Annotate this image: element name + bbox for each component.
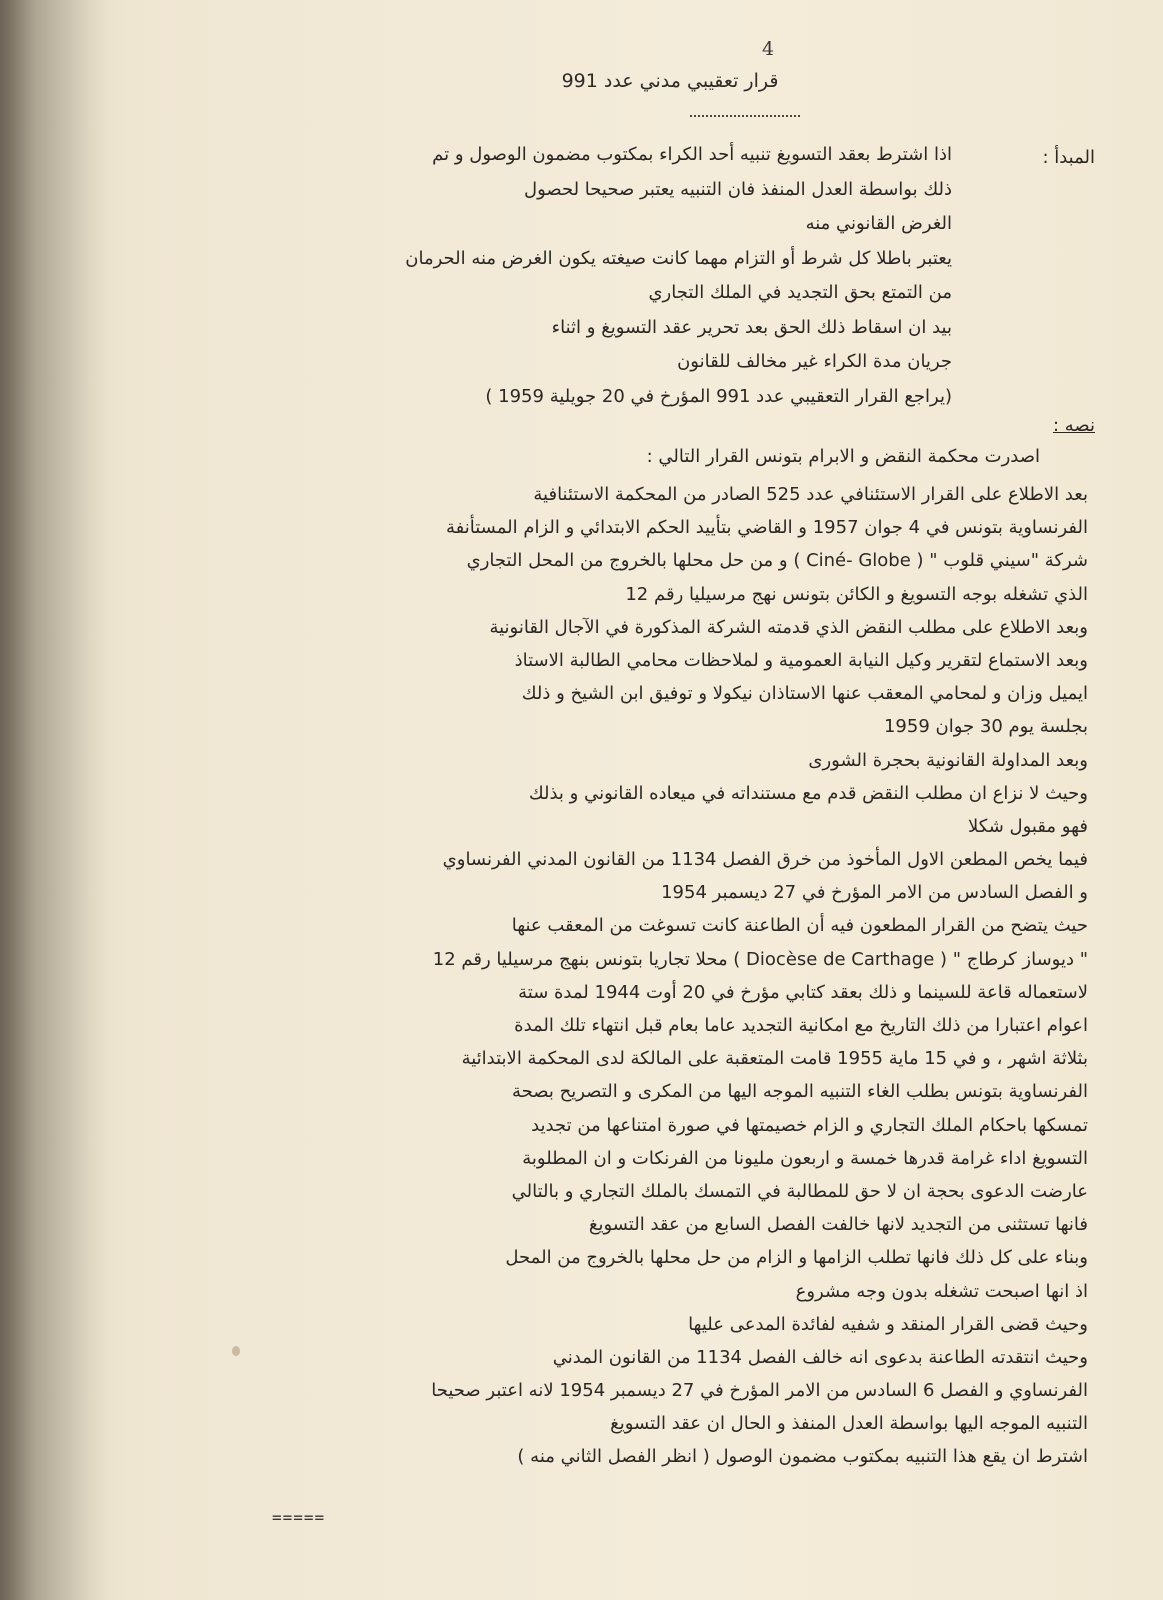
body-line: بثلاثة اشهر ، و في 15 ماية 1955 قامت المتعقبة على المالكة لدى المحكمة الابتدائية — [461, 1048, 1088, 1070]
body-line: وبعد الاطلاع على مطلب النقض الذي قدمته الشركة المذكورة في الآجال القانونية — [489, 616, 1088, 638]
body-line: الفرنساوي و الفصل 6 السادس من الامر المؤرخ في 27 ديسمبر 1954 لانه اعتبر صحيحا — [431, 1380, 1088, 1402]
body-line: بجلسة يوم 30 جوان 1959 — [883, 716, 1088, 738]
body-line: التنبيه الموجه اليها بواسطة العدل المنفذ و الحال ان عقد التسويغ — [610, 1413, 1088, 1435]
principle-line: بيد ان اسقاط ذلك الحق بعد تحرير عقد التسويغ و اثناء — [551, 316, 952, 338]
body-line: وحيث قضى القرار المنقد و شفيه لفائدة المدعى عليها — [688, 1313, 1088, 1335]
body-line: وبعد المداولة القانونية بحجرة الشورى — [808, 749, 1088, 771]
principle-line: الغرض القانوني منه — [805, 213, 952, 234]
body-line: شركة "سيني قلوب " ( Ciné- Globe ) و من حل محلها بالخروج من المحل التجاري — [466, 550, 1088, 572]
body-line: اذ انها اصبحت تشغله بدون وجه مشروع — [795, 1280, 1088, 1302]
body-line: وحيث لا نزاع ان مطلب النقض قدم مع مستنداته في ميعاده القانوني و بذلك — [528, 782, 1088, 804]
body-line: التسويغ اداء غرامة قدرها خمسة و اربعون مليونا من الفرنكات و ان المطلوبة — [522, 1147, 1088, 1169]
body-line: اشترط ان يقع هذا التنبيه بمكتوب مضمون الوصول ( انظر الفصل الثاني منه ) — [517, 1446, 1088, 1468]
body-line: اعوام اعتبارا من ذلك التاريخ مع امكانية التجديد عاما بعام قبل انتهاء تلك المدة — [514, 1015, 1088, 1036]
principle-line: من التمتع بحق التجديد في الملك التجاري — [648, 282, 952, 303]
body-line: لاستعماله قاعة للسينما و ذلك بعقد كتابي مؤرخ في 20 أوت 1944 لمدة ستة — [518, 981, 1088, 1003]
page-number: 4 — [762, 38, 775, 60]
body-line: فيما يخص المطعن الاول المأخوذ من خرق الفصل 1134 من القانون المدني الفرنساوي — [442, 849, 1088, 871]
principle-line: جريان مدة الكراء غير مخالف للقانون — [677, 351, 952, 372]
body-line: ايميل وزان و لمحامي المعقب عنها الاستاذان نيكولا و توفيق ابن الشيخ و ذلك — [521, 683, 1088, 705]
body-line: الفرنساوية بتونس في 4 جوان 1957 و القاضي بتأييد الحكم الابتدائي و الزام المستأنفة — [446, 517, 1088, 539]
principle-line: ذلك بواسطة العدل المنفذ فان التنبيه يعتبر صحيحا لحصول — [523, 178, 952, 200]
body-line: فانها تستثنى من التجديد لانها خالفت الفصل السابع من عقد التسويغ — [588, 1214, 1088, 1236]
intro-line: اصدرت محكمة النقض و الابرام بتونس القرار التالي : — [646, 446, 1040, 467]
principle-line: يعتبر باطلا كل شرط أو التزام مهما كانت صيغته يكون الغرض منه الحرمان — [405, 247, 952, 269]
body-line: " ديوساز كرطاج " ( Diocèse de Carthage ) محلا تجاريا بتونس بنهج مرسيليا رقم 12 — [432, 948, 1088, 970]
body-line: تمسكها باحكام الملك التجاري و الزام خصيمتها في صورة امتناعها من تجديد — [531, 1114, 1088, 1136]
principle-text — [240, 138, 952, 414]
body-line: وبعد الاستماع لتقرير وكيل النيابة العمومية و لملاحظات محامي الطالبة الاستاذ — [514, 649, 1088, 671]
body-line: الفرنساوية بتونس بطلب الغاء التنبيه الموجه اليها من المكرى و التصريح بصحة — [512, 1081, 1088, 1103]
decision-body — [238, 478, 1088, 1474]
body-line: عارضت الدعوى بحجة ان لا حق للمطالبة في التمسك بالملك التجاري و بالتالي — [511, 1180, 1088, 1202]
document-title: قرار تعقيبي مدني عدد 991 — [561, 70, 779, 92]
end-marker: ===== — [272, 1508, 326, 1527]
body-line: و الفصل السادس من الامر المؤرخ في 27 ديسمبر 1954 — [661, 882, 1088, 904]
body-line: الذي تشغله بوجه التسويغ و الكائن بتونس نهج مرسيليا رقم 12 — [625, 583, 1088, 605]
principle-label: المبدأ : — [1042, 147, 1095, 168]
body-line: وبناء على كل ذلك فانها تطلب الزامها و الزام من حل محلها بالخروج من المحل — [505, 1247, 1088, 1269]
principle-line: اذا اشترط بعقد التسويغ تنبيه أحد الكراء بمكتوب مضمون الوصول و تم — [432, 144, 952, 165]
body-line: وحيث انتقدته الطاعنة بدعوى انه خالف الفصل 1134 من القانون المدني — [552, 1346, 1088, 1368]
principle-line: (يراجع القرار التعقيبي عدد 991 المؤرخ في 20 جويلية 1959 ) — [485, 385, 952, 407]
paper-stain — [232, 1346, 240, 1356]
title-underline — [690, 115, 800, 117]
body-line: فهو مقبول شكلا — [968, 815, 1088, 837]
body-line: حيث يتضح من القرار المطعون فيه أن الطاعنة كانت تسوغت من المعقب عنها — [511, 915, 1088, 937]
text-heading: نصه : — [1052, 415, 1095, 436]
binding-shadow — [0, 0, 130, 1600]
body-line: بعد الاطلاع على القرار الاستئنافي عدد 525 الصادر من المحكمة الاستئنافية — [533, 484, 1088, 505]
